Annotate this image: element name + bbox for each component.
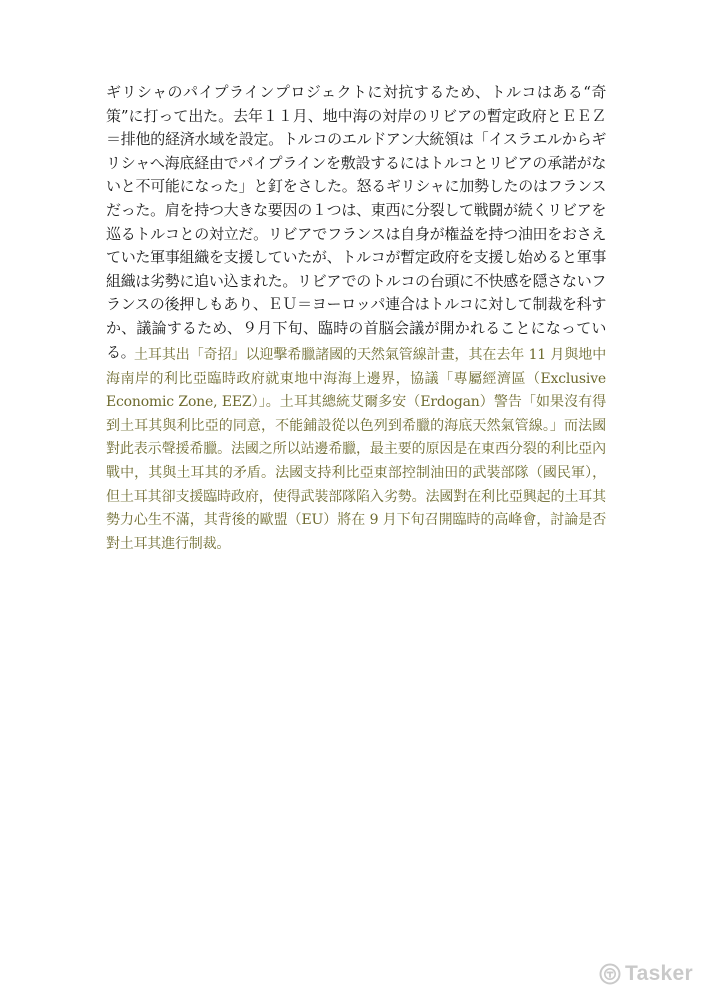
chinese-translation-paragraph: 土耳其出「奇招」以迎擊希臘諸國的天然氣管線計畫，其在去年 11 月與地中海南岸的利比亞臨時政府就東地中海海上邊界，協議「專屬經濟區（Exclusive Economic Zone, EEZ）」。土耳其總統艾爾多安（Erdogan）警告「如果沒有得到土耳其與利比亞的同意，不能鋪設從以色列到希臘的海底天然氣管線。」而法國對此表示聲援希臘。法國之所以站邊希臘，最主要的原因是在東西分裂的利比亞內戰中，其與土耳其的矛盾。法國支持利比亞東部控制油田的武裝部隊（國民軍），但土耳其卻支援臨時政府，使得武裝部隊陷入劣勢。法國對在利比亞興起的土耳其勢力心生不滿，其背後的歐盟（EU）將在 9 月下旬召開臨時的高峰會，討論是否對土耳其進行制裁。 xyxy=(106,347,606,552)
tasker-watermark-text: Tasker xyxy=(625,962,693,985)
tasker-logo-icon xyxy=(599,963,621,985)
japanese-paragraph: ギリシャのパイプラインプロジェクトに対抗するため、トルコはある“奇策”に打って出た。去年１１月、地中海の対岸のリビアの暫定政府とＥＥＺ＝排他的経済水域を設定。トルコのエルドアン大統領は「イスラエルからギリシャへ海底経由でパイプラインを敷設するにはトルコとリビアの承諾がないと不可能になった」と釘をさした。怒るギリシャに加勢したのはフランスだった。肩を持つ大きな要因の１つは、東西に分裂して戦闘が続くリビアを巡るトルコとの対立だ。リビアでフランスは自身が権益を持つ油田をおさえていた軍事組織を支援していたが、トルコが暫定政府を支援し始めると軍事組織は劣勢に追い込まれた。リビアでのトルコの台頭に不快感を隠さないフランスの後押しもあり、ＥＵ＝ヨーロッパ連合はトルコに対して制裁を科すか、議論するため、９月下旬、臨時の首脳会議が開かれることになっている。 xyxy=(106,83,606,361)
tasker-watermark xyxy=(599,962,693,986)
